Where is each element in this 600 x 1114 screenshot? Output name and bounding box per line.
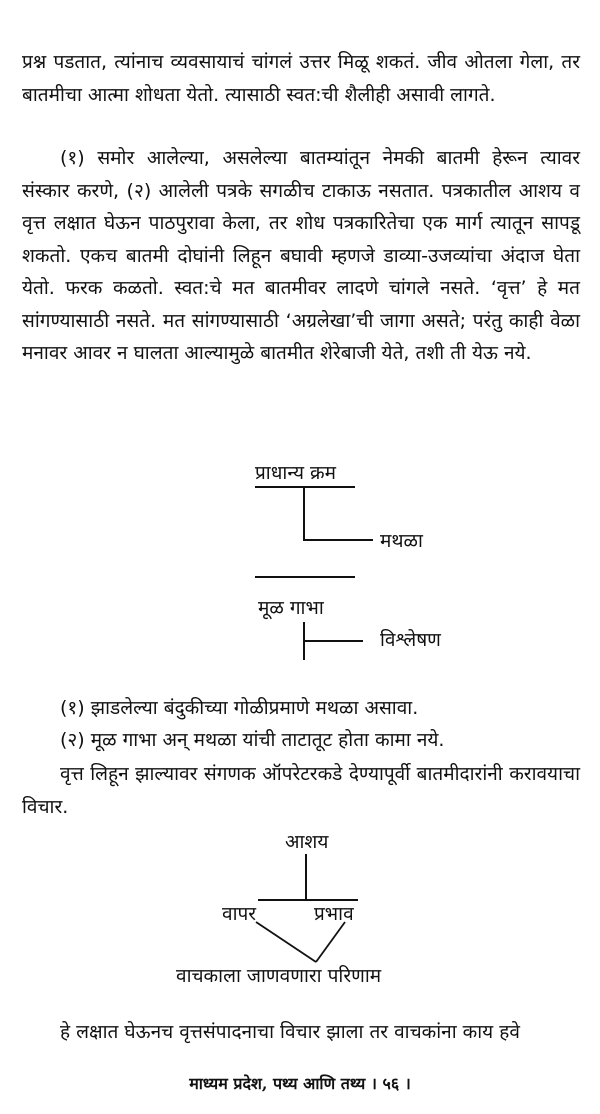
impact-label: प्रभाव (314, 903, 354, 925)
content-top-label: आशय (285, 831, 329, 853)
headline-label: मथळा (380, 530, 423, 552)
paragraph-intro: प्रश्न पडतात, त्यांनाच व्यवसायाचं चांगलं उत्तर मिळू शकतं. जीव ओतला गेला, तर बातमीचा आत्मा शोधता येतो. त्यासाठी स्वत:ची शैलीही असावी लागते. (22, 51, 580, 106)
left-converging-line (256, 922, 316, 962)
usage-label: वापर (222, 903, 257, 925)
analysis-label: विश्लेषण (380, 629, 441, 651)
core-body-label: मूळ गाभा (258, 597, 324, 619)
page-footer: माध्यम प्रदेश, पथ्य आणि तथ्य । ५६ । (189, 1074, 411, 1093)
diagram-title-label: प्राधान्य क्रम (255, 462, 336, 484)
list-item-1: (१) झाडलेल्या बंदुकीच्या गोळीप्रमाणे मथळा असावा. (60, 697, 419, 719)
paragraph-closing: हे लक्षात घेऊनच वृत्तसंपादनाचा विचार झाला तर वाचकांना काय हवे (60, 1021, 520, 1043)
list-item-2: (२) मूळ गाभा अन् मथळा यांची ताटातूट होता कामा नये. (60, 729, 445, 751)
paragraph-reporter-thought: वृत्त लिहून झाल्यावर संगणक ऑपरेटरकडे देण्यापूर्वी बातमीदारांनी करावयाचा विचार. (22, 763, 580, 818)
reader-effect-label: वाचकाला जाणवणारा परिणाम (176, 965, 382, 987)
right-converging-line (316, 922, 345, 962)
paragraph-main: (१) समोर आलेल्या, असलेल्या बातम्यांतून नेमकी बातमी हेरून त्यावर संस्कार करणे, (२) आलेली पत्रके सगळीच टाकाऊ नसतात. पत्रकातील आशय व वृत्त लक्षात घेऊन पाठपुरावा केला, तर शोध पत्रकारितेचा एक मार्ग त्यातून सापडू शकतो. एकच बातमी दोघांनी लिहून बघावी म्हणजे डाव्या-उजव्यांचा अंदाज घेता येतो. फरक कळतो. स्वत:चे मत बातमीवर लादणे चांगले नसते. ‘वृत्त’ हे मत सांगण्यासाठी नसते. मत सांगण्यासाठी ‘अग्रलेखा’ची जागा असते; परंतु काही वेळा मनावर आवर न घालता आल्यामुळे बातमीत शेरेबाजी येते, तशी ती येऊ नये. (22, 147, 580, 364)
